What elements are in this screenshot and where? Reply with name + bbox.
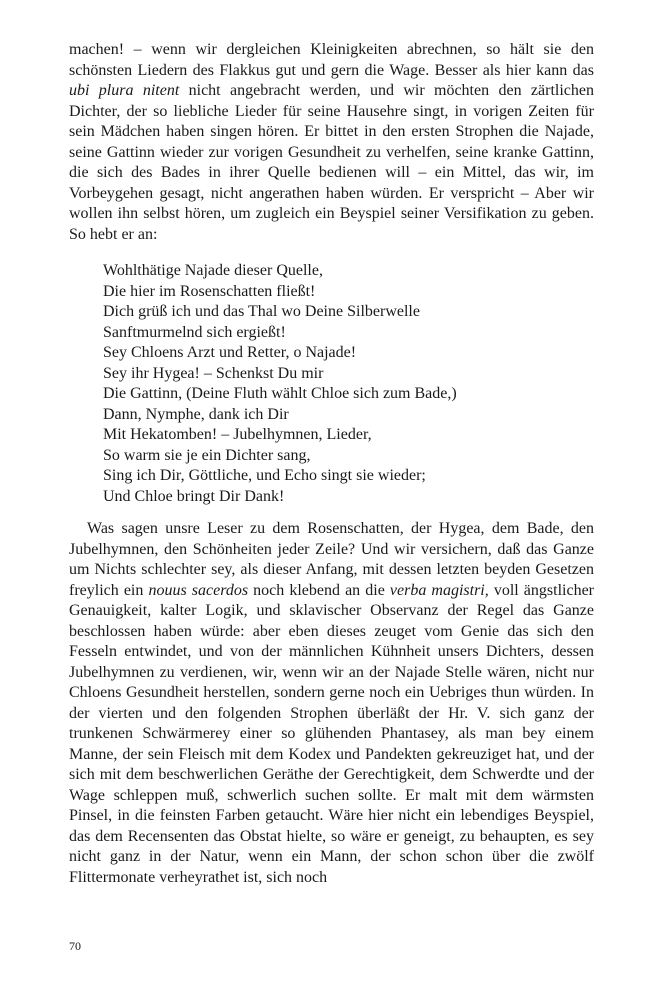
text-run: voll ängstlicher Genauigkeit, kalter Logik, und sklavischer Observanz der Regel das Ganze beschlossen haben würde: aber eben dieses zeuget vom Genie das sich den Fesseln entwindet, und von der männlichen Kühnheit unsers Dichters, dessen Jubelhymnen zu verdienen, wir, wenn wir an der Najade Stelle wären, nicht nur Chloens Gesundheit herstellen, sondern gerne noch ein Uebriges thun würden. In der vierten und den folgenden Strophen überläßt der Hr. V. sich ganz der trunkenen Schwärmerey einer so glühenden Phantasey, als man bey einem Manne, der sein Fleisch mit dem Kodex und Pandekten gekreuziget hat, und der sich mit dem beschwerlichen Geräthe der Gerechtigkeit, dem Schwerdte und der Wage schleppen muß, schwerlich suchen sollte. Er malt mit dem wärmsten Pinsel, in die feinsten Farben getaucht. Wäre hier nicht ein lebendiges Beyspiel, das dem Recensenten das Obstat hielte, so wäre er geneigt, zu behaupten, es sey nicht ganz in der Natur, wenn ein Mann, der schon schon über die zwölf Flittermonate verheyrathet ist, sich noch	[69, 581, 595, 886]
page-number: 70	[69, 939, 81, 953]
poem-line: Und Chloe bringt Dir Dank!	[103, 487, 285, 505]
intro-paragraph	[69, 40, 594, 245]
poem-line: Die hier im Rosenschatten fließt!	[103, 282, 316, 300]
poem	[103, 261, 594, 507]
italic-phrase: ubi plura nitent	[69, 82, 180, 99]
poem-line: So warm sie je ein Dichter sang,	[103, 446, 311, 464]
poem-line: Sey Chloens Arzt und Retter, o Najade!	[103, 344, 357, 361]
text-run: nicht angebracht werden, und wir möchten den zärtlichen Dichter, der so liebliche Lieder für seine Hausehre singt, in vorigen Zeiten für sein Mädchen haben singen hören. Er bittet in den ersten Strophen die Najade, seine Gattinn wieder zur vorigen Gesundheit zu verhelfen, seine kranke Gattinn, die sich des Bades in ihrer Quelle bedienen will – ein Mittel, das wir, im Vorbeygehen gesagt, nicht angerathen haben würden. Er verspricht – Aber wir wollen ihn selbst hören, um zugleich ein Beyspiel seiner Versifikation zu geben. So hebt er an:	[69, 82, 594, 243]
poem-line: Dich grüß ich und das Thal wo Deine Silberwelle	[103, 303, 420, 320]
poem-line: Sey ihr Hygea! – Schenkst Du mir	[103, 364, 324, 382]
text-run: noch klebend an die	[248, 581, 390, 599]
poem-line: Sanftmurmelnd sich ergießt!	[103, 323, 286, 341]
page-body	[69, 40, 594, 888]
poem-line: Die Gattinn, (Deine Fluth wählt Chloe sich zum Bade,)	[103, 385, 457, 402]
second-paragraph	[69, 519, 594, 888]
italic-phrase: verba magistri,	[389, 581, 489, 599]
italic-phrase: nouus sacerdos	[148, 581, 249, 599]
text-run: Was sagen unsre Leser zu dem Rosenschatten, der Hygea, dem Bade, den Jubelhymnen, den Schönheiten jeder Zeile? Und wir versichern, daß das Ganze um Nichts schlechter sey, als dieser Anfang, mit dessen letzten beyden Gesetzen freylich ein	[69, 520, 594, 599]
poem-line: Sing ich Dir, Göttliche, und Echo singt sie wieder;	[103, 467, 426, 484]
text-run: machen! – wenn wir dergleichen Kleinigkeiten abrechnen, so hält sie den schönsten Liedern des Flakkus gut und gern die Wage. Besser als hier kann das	[69, 41, 594, 79]
poem-line: Wohlthätige Najade dieser Quelle,	[103, 262, 323, 279]
poem-line: Dann, Nymphe, dank ich Dir	[103, 405, 289, 423]
poem-line: Mit Hekatomben! – Jubelhymnen, Lieder,	[103, 426, 372, 443]
